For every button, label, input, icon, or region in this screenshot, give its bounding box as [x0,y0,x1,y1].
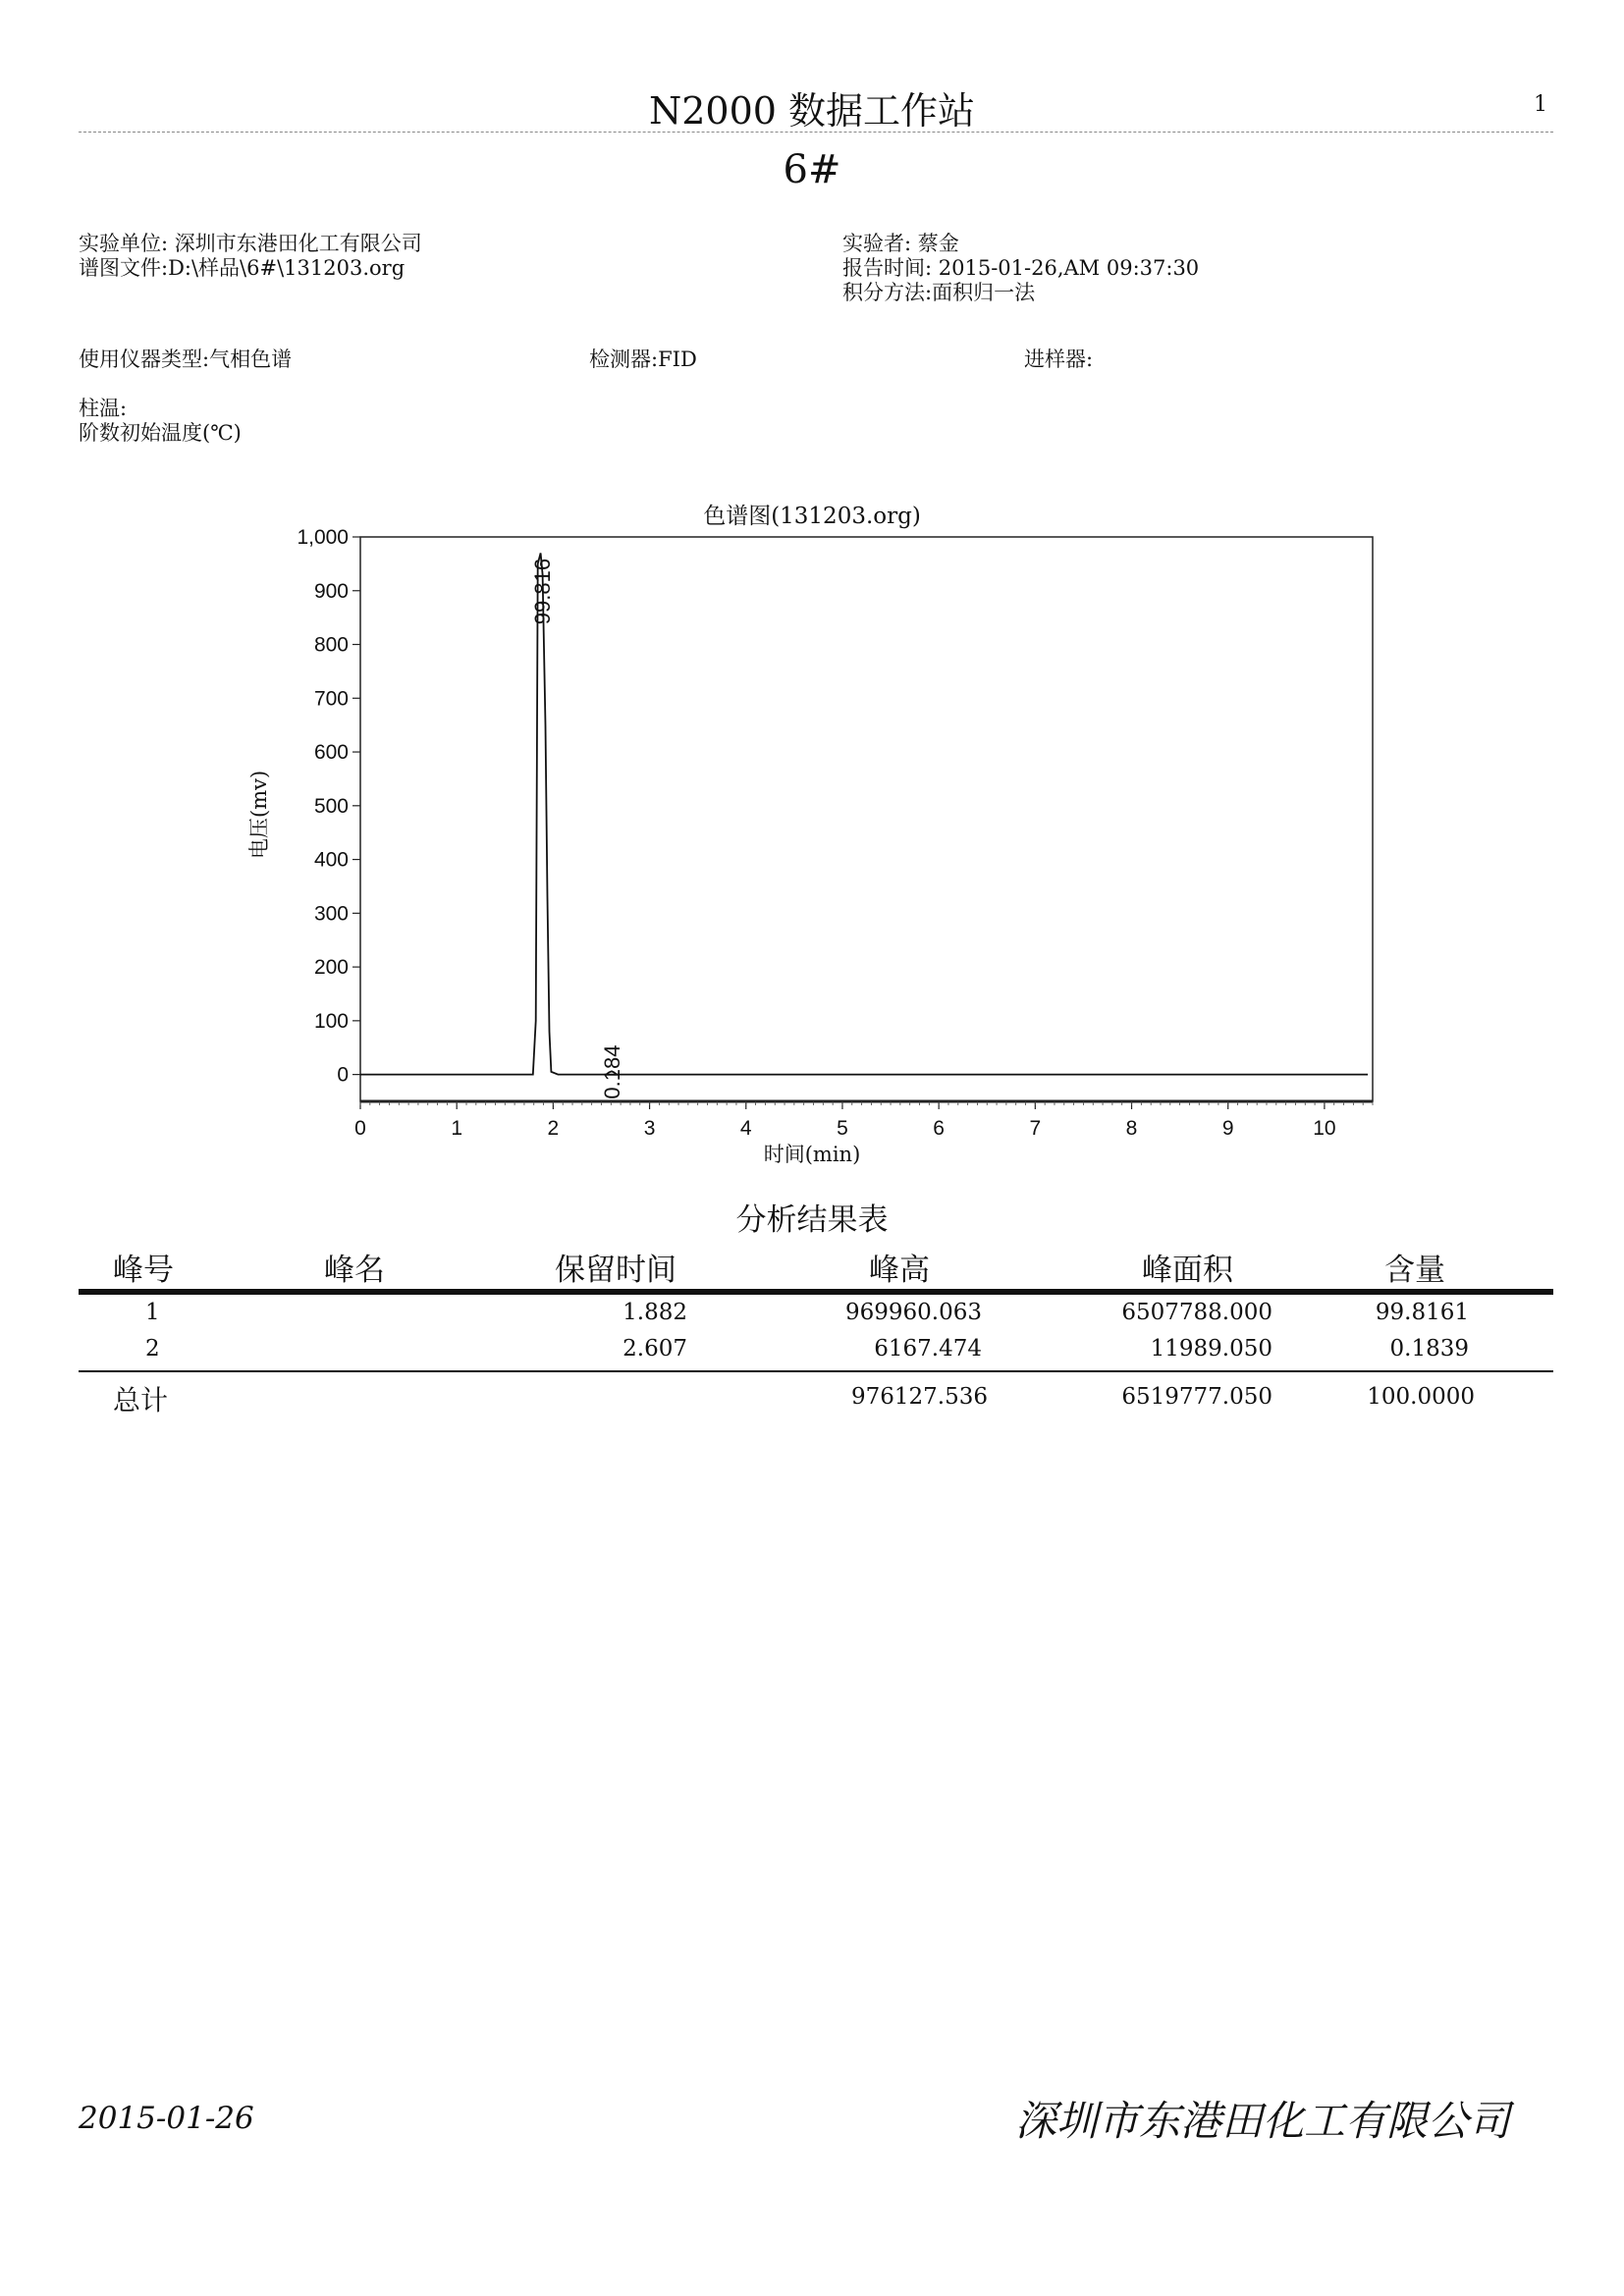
header-peak-height: 峰高 [869,1253,930,1288]
x-tick-label: 1 [451,1117,463,1140]
cell-content: 99.8161 [1375,1300,1469,1325]
y-tick-label: 400 [313,848,349,872]
y-tick-label: 1,000 [297,526,349,549]
table-total-rule [79,1370,1553,1372]
total-content: 100.0000 [1367,1384,1475,1410]
report-time: 报告时间: 2015-01-26,AM 09:37:30 [842,256,1200,280]
cell-retention-time: 1.882 [623,1300,687,1325]
cell-peak-height: 969960.063 [844,1300,982,1325]
header-peak-area: 峰面积 [1142,1253,1233,1288]
stage-initial-temperature: 阶数初始温度(℃) [79,421,242,445]
table-row [0,1336,1624,1362]
footer-company: 深圳市东港田化工有限公司 [1014,2097,1510,2145]
cell-retention-time: 2.607 [623,1336,687,1362]
header-content: 含量 [1384,1253,1445,1288]
x-tick-label: 6 [933,1117,945,1140]
table-title: 分析结果表 [735,1202,889,1238]
sample-name: 6# [783,147,841,192]
total-peak-area: 6519777.050 [1121,1384,1272,1410]
x-axis-label: 时间(min) [763,1143,861,1166]
y-tick-label: 300 [313,902,349,926]
chromatogram-trace [360,553,1368,1074]
injector: 进样器: [1024,347,1094,371]
x-tick-label: 3 [643,1117,656,1140]
total-peak-height: 976127.536 [850,1384,988,1410]
peak-label: 0.184 [599,1044,624,1099]
x-tick-label: 5 [837,1117,848,1140]
page-number: 1 [1534,92,1547,117]
x-tick-label: 9 [1221,1117,1234,1140]
y-tick-label: 900 [313,579,349,603]
cell-peak-height: 6167.474 [874,1336,982,1362]
y-tick-label: 700 [313,687,349,711]
total-label: 总计 [113,1384,169,1416]
detector: 检测器:FID [589,347,697,371]
y-tick-label: 800 [313,633,349,657]
y-tick-label: 0 [337,1063,349,1087]
table-row [0,1300,1624,1325]
y-tick-label: 200 [313,956,349,980]
y-tick-label: 600 [313,741,349,765]
cell-peak-area: 11989.050 [1150,1336,1272,1362]
footer-date: 2015-01-26 [79,2101,254,2136]
chart-title: 色谱图(131203.org) [703,504,921,529]
x-tick-label: 8 [1125,1117,1138,1140]
table-header-rule [79,1289,1553,1295]
cell-peak-number: 1 [145,1300,160,1325]
x-tick-label: 10 [1313,1117,1336,1140]
x-tick-label: 0 [354,1117,366,1140]
x-tick-label: 4 [739,1117,752,1140]
cell-content: 0.1839 [1389,1336,1469,1362]
integration-method: 积分方法:面积归一法 [842,281,1036,304]
header-peak-name: 峰名 [324,1253,385,1288]
plot-frame [360,537,1373,1101]
header-peak-number: 峰号 [113,1253,174,1288]
cell-peak-area: 6507788.000 [1121,1300,1272,1325]
y-tick-label: 100 [313,1009,349,1033]
column-temperature: 柱温: [79,397,128,420]
cell-peak-number: 2 [145,1336,160,1362]
operator: 实验者: 蔡金 [842,232,959,255]
spectrum-file: 谱图文件:D:\样品\6#\131203.org [79,256,406,280]
x-tick-label: 2 [547,1117,560,1140]
header-retention-time: 保留时间 [555,1253,677,1288]
y-tick-label: 500 [313,794,349,818]
instrument-type: 使用仪器类型:气相色谱 [79,347,293,371]
x-tick-label: 7 [1029,1117,1042,1140]
peak-label: 99.816 [529,558,555,625]
report-title: N2000 数据工作站 [648,89,976,133]
y-axis-label: 电压(mv) [247,770,271,859]
lab-unit: 实验单位: 深圳市东港田化工有限公司 [79,232,422,255]
